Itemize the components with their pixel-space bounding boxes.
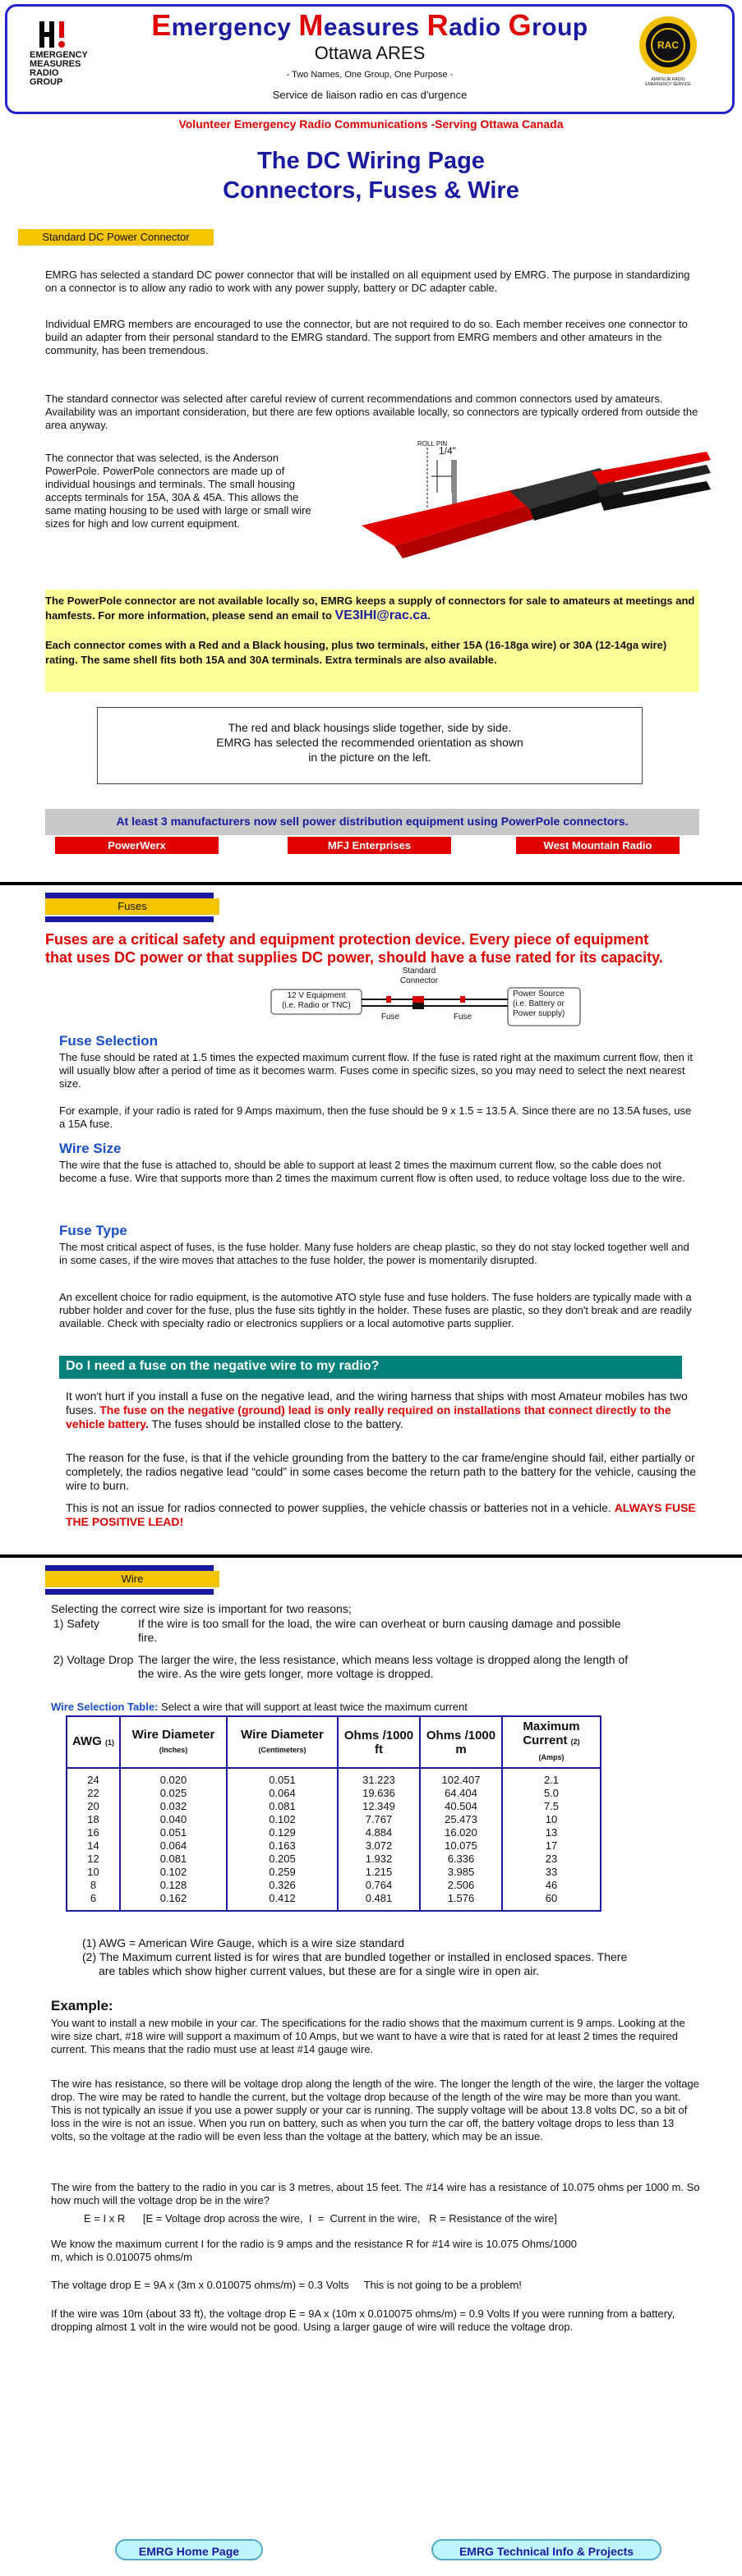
wire-intro: Selecting the correct wire size is important for two reasons; <box>51 1602 352 1615</box>
emrg-technical-info-button[interactable]: EMRG Technical Info & Projects <box>431 2539 661 2560</box>
negative-wire-paragraph-2: The reason for the fuse, is that if the vehicle grounding from the battery to the car frame/engine should fail, either partially or completely, the radios negative lead “could” in some cases become the return path to the battery for the vehicle, causing the wire to burn. <box>66 1451 697 1492</box>
table-cell: 13 <box>502 1826 601 1839</box>
table-cell: 33 <box>502 1866 601 1879</box>
wire-size-paragraph: The wire that the fuse is attached to, should be able to support at least 2 times the maximum current flow, so the cable does not become a fuse. Wire that supports more than 2 times the maximum current flow is often used, to reduce voltage loss due to the wire. <box>59 1159 685 1184</box>
table-cell: 46 <box>502 1879 601 1892</box>
fuse-type-heading: Fuse Type <box>59 1223 127 1238</box>
col-header-max-current: Maximum Current (2) (Amps) <box>502 1716 601 1768</box>
connector-paragraph-1: EMRG has selected a standard DC power connector that will be installed on all equipment used by EMRG. The purpose in standardizing on a connector is to allow any radio to work with any power supply, battery or DC adapter cable. <box>45 269 690 294</box>
reason-2-text: The larger the wire, the less resistance, which means less voltage is dropped along the length of the wire. As the wire gets longer, more voltage is dropped. <box>138 1653 629 1680</box>
table-cell: 10.075 <box>420 1839 502 1853</box>
reason-1-text: If the wire is too small for the load, the wire can overheat or burn causing damage and possible fire. <box>138 1617 621 1644</box>
col-header-diameter-in: Wire Diameter (Inches) <box>120 1716 227 1768</box>
reason-2-label: 2) Voltage Drop <box>53 1653 134 1666</box>
table-cell: 0.129 <box>227 1826 338 1839</box>
table-cell: 64.404 <box>420 1787 502 1800</box>
diagram-equipment-sub: (i.e. Radio or TNC) <box>282 1001 351 1010</box>
table-cell: 0.764 <box>338 1879 420 1892</box>
negative-wire-heading: Do I need a fuse on the negative wire to my radio? <box>66 1359 380 1373</box>
connector-paragraph-2: Individual EMRG members are encouraged to use the connector, but are not required to do so. Each member receives one connector to build an adapter from their personal standard to the EMRG standard. The support from EMRG members and other amateurs in the community, has been tremendous. <box>45 318 688 356</box>
table-cell: 12.349 <box>338 1800 420 1813</box>
email-link[interactable]: VE3IHI@rac.ca <box>334 608 428 622</box>
yellow-callout-text-2: Each connector comes with a Red and a Black housing, plus two terminals, either 15A (16-18ga wire) or 30A (12-14ga wire) rating. The same shell fits both 15A and 30A terminals. Extra terminals are also available. <box>45 639 667 666</box>
table-cell: 2.506 <box>420 1879 502 1892</box>
table-cell: 0.128 <box>120 1879 227 1892</box>
link-mfj-enterprises[interactable]: MFJ Enterprises <box>288 837 451 854</box>
table-cell: 14 <box>67 1839 120 1853</box>
section-bar <box>45 893 214 898</box>
col-header-awg: AWG (1) <box>67 1716 120 1768</box>
table-cell: 60 <box>502 1892 601 1911</box>
table-cell: 6.336 <box>420 1853 502 1866</box>
connector-paragraph-3: The standard connector was selected after careful review of current recommendations and common connectors used by amateurs. Availability was an important consideration, but there are few options available locally, so connectors are typically ordered from outside the area anyway. <box>45 393 698 431</box>
example-formula: E = I x R [E = Voltage drop across the wire, I = Current in the wire, R = Resistance of the wire] <box>84 2212 557 2225</box>
link-powerwerx[interactable]: PowerWerx <box>55 837 219 854</box>
col-header-ohms-ft: Ohms /1000 ft <box>338 1716 420 1768</box>
table-row <box>67 1853 601 1866</box>
table-cell: 102.407 <box>420 1768 502 1787</box>
yellow-callout-text-1: The PowerPole connector are not available locally so, EMRG keeps a supply of connectors for sale to amateurs at meetings and hamfests. For more information, please send an email to VE3IHI@rac.ca. <box>45 595 695 622</box>
table-cell: 0.163 <box>227 1839 338 1853</box>
example-paragraph-3: The wire from the battery to the radio in you car is 3 metres, about 15 feet. The #14 wire has a resistance of 10.075 ohms per 1000 m. So how much will the voltage drop be in the wire? <box>51 2181 700 2206</box>
section-bar <box>45 916 214 922</box>
section-bar <box>45 1565 214 1571</box>
fuse-selection-heading: Fuse Selection <box>59 1033 158 1049</box>
site-french: Service de liaison radio en cas d'urgence <box>272 89 468 101</box>
section-bar <box>45 1589 214 1595</box>
table-cell: 0.326 <box>227 1879 338 1892</box>
wire-size-heading: Wire Size <box>59 1141 122 1156</box>
fuse-type-paragraph-1: The most critical aspect of fuses, is the fuse holder. Many fuse holders are cheap plastic, so they do not stay locked together well and in some cases, if the wire moves that attaches to the fuse holder, the power is momentarily disrupted. <box>59 1241 689 1266</box>
table-cell: 0.205 <box>227 1853 338 1866</box>
mission-statement: Volunteer Emergency Radio Communications -Serving Ottawa Canada <box>178 117 564 131</box>
table-cell: 0.032 <box>120 1800 227 1813</box>
table-cell: 0.081 <box>120 1853 227 1866</box>
fuses-intro: Fuses are a critical safety and equipment protection device. Every piece of equipment that uses DC power or that supplies DC power, should have a fuse rated for its capacity. <box>45 931 663 966</box>
col-header-ohms-m: Ohms /1000 m <box>420 1716 502 1768</box>
diagram-connector-label: Connector <box>399 976 439 985</box>
table-cell: 10 <box>67 1866 120 1879</box>
example-paragraph-1: You want to install a new mobile in your car. The specifications for the radio shows that the maximum current is 9 amps. Looking at the wire size chart, #18 wire will support a maximum of 10 Amps, but we want to have a wire that is rated for at least 2 times the required current. This means that the radio must use at least #14 gauge wire. <box>51 2017 685 2055</box>
table-cell: 17 <box>502 1839 601 1853</box>
table-cell: 19.636 <box>338 1787 420 1800</box>
table-cell: 10 <box>502 1813 601 1826</box>
link-west-mountain-radio[interactable]: West Mountain Radio <box>516 837 680 854</box>
table-cell: 25.473 <box>420 1813 502 1826</box>
table-cell: 0.412 <box>227 1892 338 1911</box>
example-paragraph-6: If the wire was 10m (about 33 ft), the voltage drop E = 9A x (10m x 0.010075 ohms/m) = 0.9 Volts If you were running from a battery, dropping almost 1 volt in the wire would not be good. Using a larger gauge of wire will reduce the voltage drop. <box>51 2307 675 2333</box>
ares-seal <box>638 15 698 87</box>
table-cell: 3.985 <box>420 1866 502 1879</box>
table-cell: 0.481 <box>338 1892 420 1911</box>
table-cell: 0.064 <box>227 1787 338 1800</box>
section-label-connector: Standard DC Power Connector <box>18 229 214 246</box>
fuse-selection-paragraph-1: The fuse should be rated at 1.5 times the expected maximum current flow. If the fuse is rated right at the maximum current flow, then it will usually blow after a period of time as it becomes warm. Fuses come in specific sizes, so you may need to select the next nearest size. <box>59 1051 693 1090</box>
table-cell: 16.020 <box>420 1826 502 1839</box>
seal-text: AMATEUR RADIO EMERGENCY SERVICE <box>645 77 691 87</box>
table-cell: 8 <box>67 1879 120 1892</box>
table-cell: 23 <box>502 1853 601 1866</box>
site-title: Emergency Measures Radio Group <box>151 8 588 42</box>
table-cell: 6 <box>67 1892 120 1911</box>
reason-1-label: 1) Safety <box>53 1617 100 1630</box>
diagram-source-label: Power Source <box>513 990 565 999</box>
yellow-callout-sentence: The PowerPole connector are not available locally so, EMRG keeps a supply of connectors for sale to amateurs at meetings and hamfests. For more information, please send an email to <box>45 595 695 622</box>
table-cell: 0.051 <box>120 1826 227 1839</box>
negative-wire-paragraph-1: It won't hurt if you install a fuse on the negative lead, and the wiring harness that ships with most Amateur mobiles has two fuses. The fuse on the negative (ground) lead is only really required on installations that connect directly to the vehicle battery. The fuses should be installed close to the battery. <box>66 1389 688 1430</box>
table-row <box>67 1787 601 1800</box>
diagram-fuse-label: Fuse <box>380 1012 400 1022</box>
table-cell: 40.504 <box>420 1800 502 1813</box>
fuse-selection-paragraph-2: For example, if your radio is rated for 9 Amps maximum, then the fuse should be 9 x 1.5 = 13.5 A. Since there are no 13.5A fuses, use a 15A fuse. <box>59 1104 692 1130</box>
example-heading: Example: <box>51 1998 113 2014</box>
table-cell: 0.102 <box>120 1866 227 1879</box>
table-cell: 0.040 <box>120 1813 227 1826</box>
diagram-standard-label: Standard <box>402 967 436 976</box>
page-title: The DC Wiring Page <box>257 148 485 174</box>
table-cell: 0.051 <box>227 1768 338 1787</box>
emrg-logo <box>18 18 88 96</box>
table-cell: 18 <box>67 1813 120 1826</box>
page-subtitle: Connectors, Fuses & Wire <box>223 177 519 204</box>
table-cell: 0.081 <box>227 1800 338 1813</box>
example-paragraph-5: The voltage drop E = 9A x (3m x 0.010075 ohms/m) = 0.3 Volts This is not going to be a problem! <box>51 2279 522 2291</box>
table-row <box>67 1813 601 1826</box>
table-cell: 22 <box>67 1787 120 1800</box>
table-row <box>67 1800 601 1813</box>
table-cell: 4.884 <box>338 1826 420 1839</box>
example-paragraph-2: The wire has resistance, so there will be voltage drop along the length of the wire. The longer the length of the wire, the larger the voltage drop. The wire may be rated to handle the current, but the voltage drop because of the length of the wire may be more than you want. This is not typically an issue if you use a power supply or your car is running. The supply voltage will be about 13.8 volts DC, so a bit of loss in the wire is not an issue. When you run on battery, such as when you turn the car off, the battery voltage drops to less than 13 volts, so the voltage at the radio will be even less than the voltage at the battery, which may be an issue. <box>51 2078 699 2142</box>
table-cell: 0.102 <box>227 1813 338 1826</box>
connector-paragraph-4: The connector that was selected, is the Anderson PowerPole. PowerPole connectors are made up of individual housings and terminals. The small housing accepts terminals for 15A, 30A & 45A. This allows the same mating housing to be used with large or small wire sizes for high and low current equipment. <box>45 452 311 530</box>
site-tagline: - Two Names, One Group, One Purpose - <box>286 70 454 80</box>
negative-wire-paragraph-3: This is not an issue for radios connected to power supplies, the vehicle chassis or batteries not in a vehicle. ALWAYS FUSE THE POSITIVE LEAD! <box>66 1501 696 1528</box>
section-label-fuses: Fuses <box>45 898 219 915</box>
table-cell: 0.020 <box>120 1768 227 1787</box>
caption-line-2: EMRG has selected the recommended orientation as shown <box>216 736 523 749</box>
table-cell: 7.767 <box>338 1813 420 1826</box>
table-row <box>67 1866 601 1879</box>
table-row <box>67 1839 601 1853</box>
table-cell: 31.223 <box>338 1768 420 1787</box>
caption-line-1: The red and black housings slide together, side by side. <box>228 721 512 734</box>
emrg-home-page-button[interactable]: EMRG Home Page <box>115 2539 263 2560</box>
table-row <box>67 1892 601 1911</box>
powerpole-connector-image <box>345 435 715 575</box>
table-cell: 1.215 <box>338 1866 420 1879</box>
svg-text:RAC: RAC <box>657 39 679 51</box>
section-divider <box>0 1554 742 1558</box>
table-cell: 0.162 <box>120 1892 227 1911</box>
table-cell: 0.259 <box>227 1866 338 1879</box>
fuse-wiring-diagram <box>263 965 583 1031</box>
col-header-diameter-cm: Wire Diameter (Centimeters) <box>227 1716 338 1768</box>
table-cell: 1.576 <box>420 1892 502 1911</box>
diagram-source-sub: (i.e. Battery or <box>513 999 565 1008</box>
quarter-inch-label: 1/4" <box>439 445 456 457</box>
table-cell: 16 <box>67 1826 120 1839</box>
table-note-2: (2) The Maximum current listed is for wires that are bundled together or installed in enclosed spaces. There are tables which show higher current values, but these are for a single wire in open air. <box>82 1950 628 1977</box>
table-cell: 24 <box>67 1768 120 1787</box>
diagram-equipment-label: 12 V Equipment <box>287 991 346 1000</box>
table-cell: 3.072 <box>338 1839 420 1853</box>
section-divider <box>0 882 742 885</box>
table-cell: 1.932 <box>338 1853 420 1866</box>
table-cell: 7.5 <box>502 1800 601 1813</box>
caption-line-3: in the picture on the left. <box>308 751 431 764</box>
table-cell: 12 <box>67 1853 120 1866</box>
table-cell: 0.025 <box>120 1787 227 1800</box>
table-cell: 5.0 <box>502 1787 601 1800</box>
table-note-1: (1) AWG = American Wire Gauge, which is a wire size standard <box>82 1936 405 1949</box>
table-row <box>67 1768 601 1787</box>
site-subtitle: Ottawa ARES <box>314 43 426 63</box>
fuse-type-paragraph-2: An excellent choice for radio equipment, is the automotive ATO style fuse and fuse holders. The fuse holders are typically made with a rubber holder and cover for the fuse, plus the fuse sits tightly in the holder. These fuses are plastic, so they don't break and are readily available. Check with specialty radio or electronics suppliers or a local automotive parts supplier. <box>59 1291 692 1329</box>
example-paragraph-4: We know the maximum current I for the radio is 9 amps and the resistance R for #14 wire is 10.075 Ohms/1000 m, which is 0.010075 ohms/m <box>51 2238 577 2263</box>
table-cell: 20 <box>67 1800 120 1813</box>
table-row <box>67 1826 601 1839</box>
roll-pin-label: ROLL PIN <box>417 440 448 448</box>
table-cell: 2.1 <box>502 1768 601 1787</box>
table-row <box>67 1879 601 1892</box>
logo-text: EMERGENCY MEASURES RADIO GROUP <box>30 50 88 87</box>
wire-selection-table <box>66 1715 601 1912</box>
table-cell: 0.064 <box>120 1839 227 1853</box>
table-caption: Wire Selection Table: Select a wire that will support at least twice the maximum current <box>51 1701 468 1713</box>
diagram-fuse-label: Fuse <box>453 1012 472 1022</box>
manufacturers-note: At least 3 manufacturers now sell power distribution equipment using PowerPole connectors. <box>116 815 629 828</box>
diagram-source-sub: Power supply) <box>513 1009 565 1018</box>
section-label-wire: Wire <box>45 1571 219 1587</box>
